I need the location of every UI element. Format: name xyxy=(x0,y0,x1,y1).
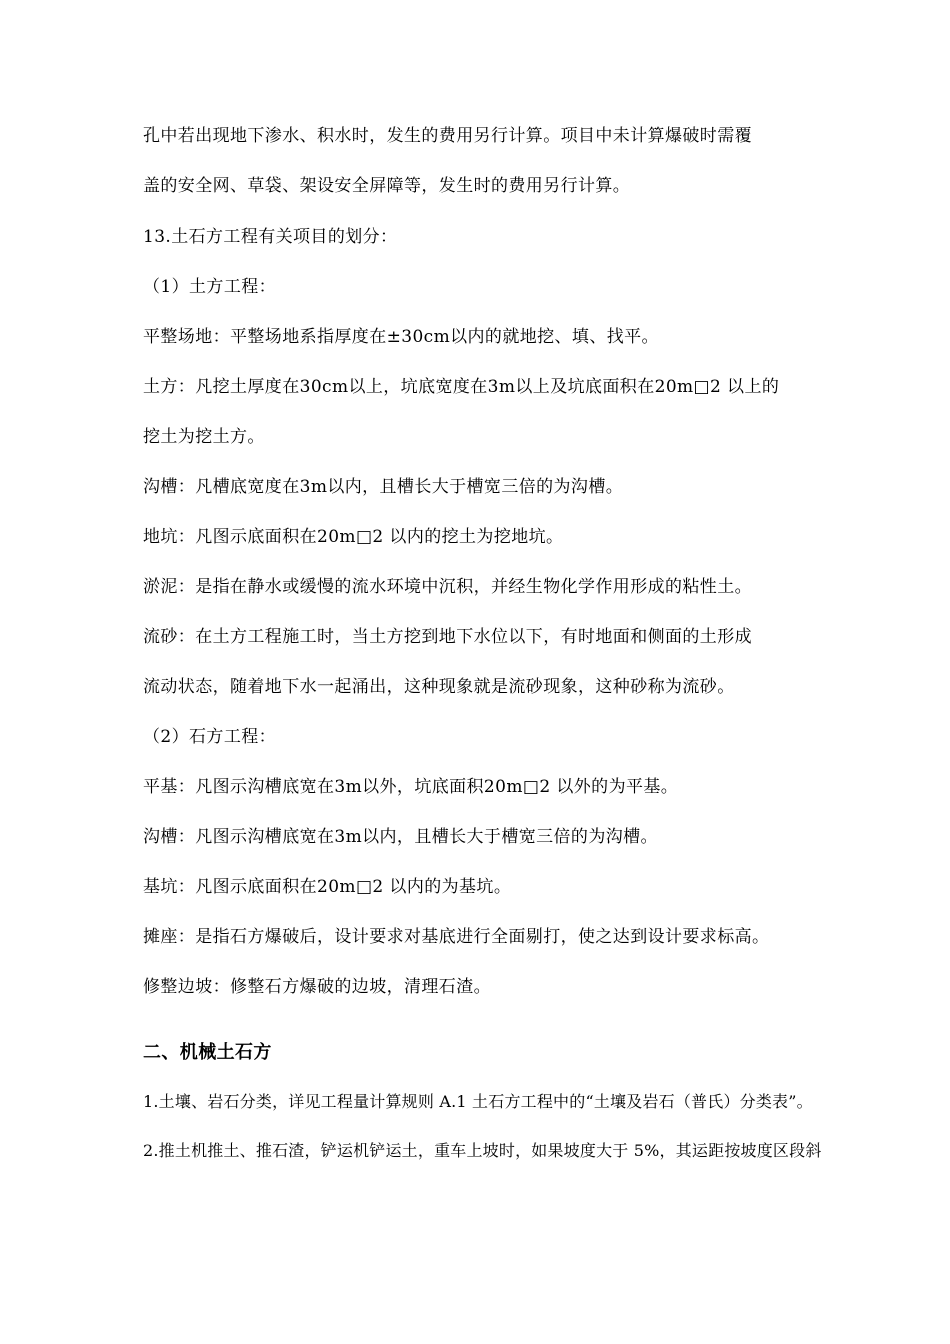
subsection-label: （1）土方工程： xyxy=(143,277,277,297)
paragraph-line: 挖土为挖土方。 xyxy=(143,427,265,447)
paragraph-line: 沟槽：凡槽底宽度在3m以内，且槽长大于槽宽三倍的为沟槽。 xyxy=(143,477,624,497)
paragraph-line: 孔中若出现地下渗水、积水时，发生的费用另行计算。项目中未计算爆破时需覆 xyxy=(143,126,752,146)
paragraph-line: 基坑：凡图示底面积在20m□2 以内的为基坑。 xyxy=(143,877,512,897)
subsection-label: （2）石方工程： xyxy=(143,727,277,747)
paragraph-line: 1.土壤、岩石分类，详见工程量计算规则 A.1 土石方工程中的“土壤及岩石（普氏）分类表”。 xyxy=(143,1092,813,1111)
paragraph-line: 平整场地：平整场地系指厚度在±30cm以内的就地挖、填、找平。 xyxy=(143,327,659,347)
paragraph-line: 沟槽：凡图示沟槽底宽在3m以内，且槽长大于槽宽三倍的为沟槽。 xyxy=(143,827,658,847)
paragraph-line: 平基：凡图示沟槽底宽在3m以外，坑底面积20m□2 以外的为平基。 xyxy=(143,777,679,797)
paragraph-line: 流砂：在土方工程施工时，当土方挖到地下水位以下，有时地面和侧面的土形成 xyxy=(143,627,752,647)
paragraph-line: 土方：凡挖土厚度在30cm以上，坑底宽度在3m以上及坑底面积在20m□2 以上的 xyxy=(143,377,780,397)
paragraph-line: 修整边坡：修整石方爆破的边坡，清理石渣。 xyxy=(143,977,491,997)
paragraph-line: 13.土石方工程有关项目的划分： xyxy=(143,227,398,247)
paragraph-line: 淤泥：是指在静水或缓慢的流水环境中沉积，并经生物化学作用形成的粘性土。 xyxy=(143,577,752,597)
paragraph-line: 盖的安全网、草袋、架设安全屏障等，发生时的费用另行计算。 xyxy=(143,176,631,196)
paragraph-line: 2.推土机推土、推石渣，铲运机铲运土，重车上坡时，如果坡度大于 5%，其运距按坡度区段斜 xyxy=(143,1141,822,1160)
section-heading: 二、机械土石方 xyxy=(143,1042,272,1063)
paragraph-line: 摊座：是指石方爆破后，设计要求对基底进行全面剔打，使之达到设计要求标高。 xyxy=(143,927,770,947)
paragraph-line: 地坑：凡图示底面积在20m□2 以内的挖土为挖地坑。 xyxy=(143,527,564,547)
paragraph-line: 流动状态，随着地下水一起涌出，这种现象就是流砂现象，这种砂称为流砂。 xyxy=(143,677,735,697)
